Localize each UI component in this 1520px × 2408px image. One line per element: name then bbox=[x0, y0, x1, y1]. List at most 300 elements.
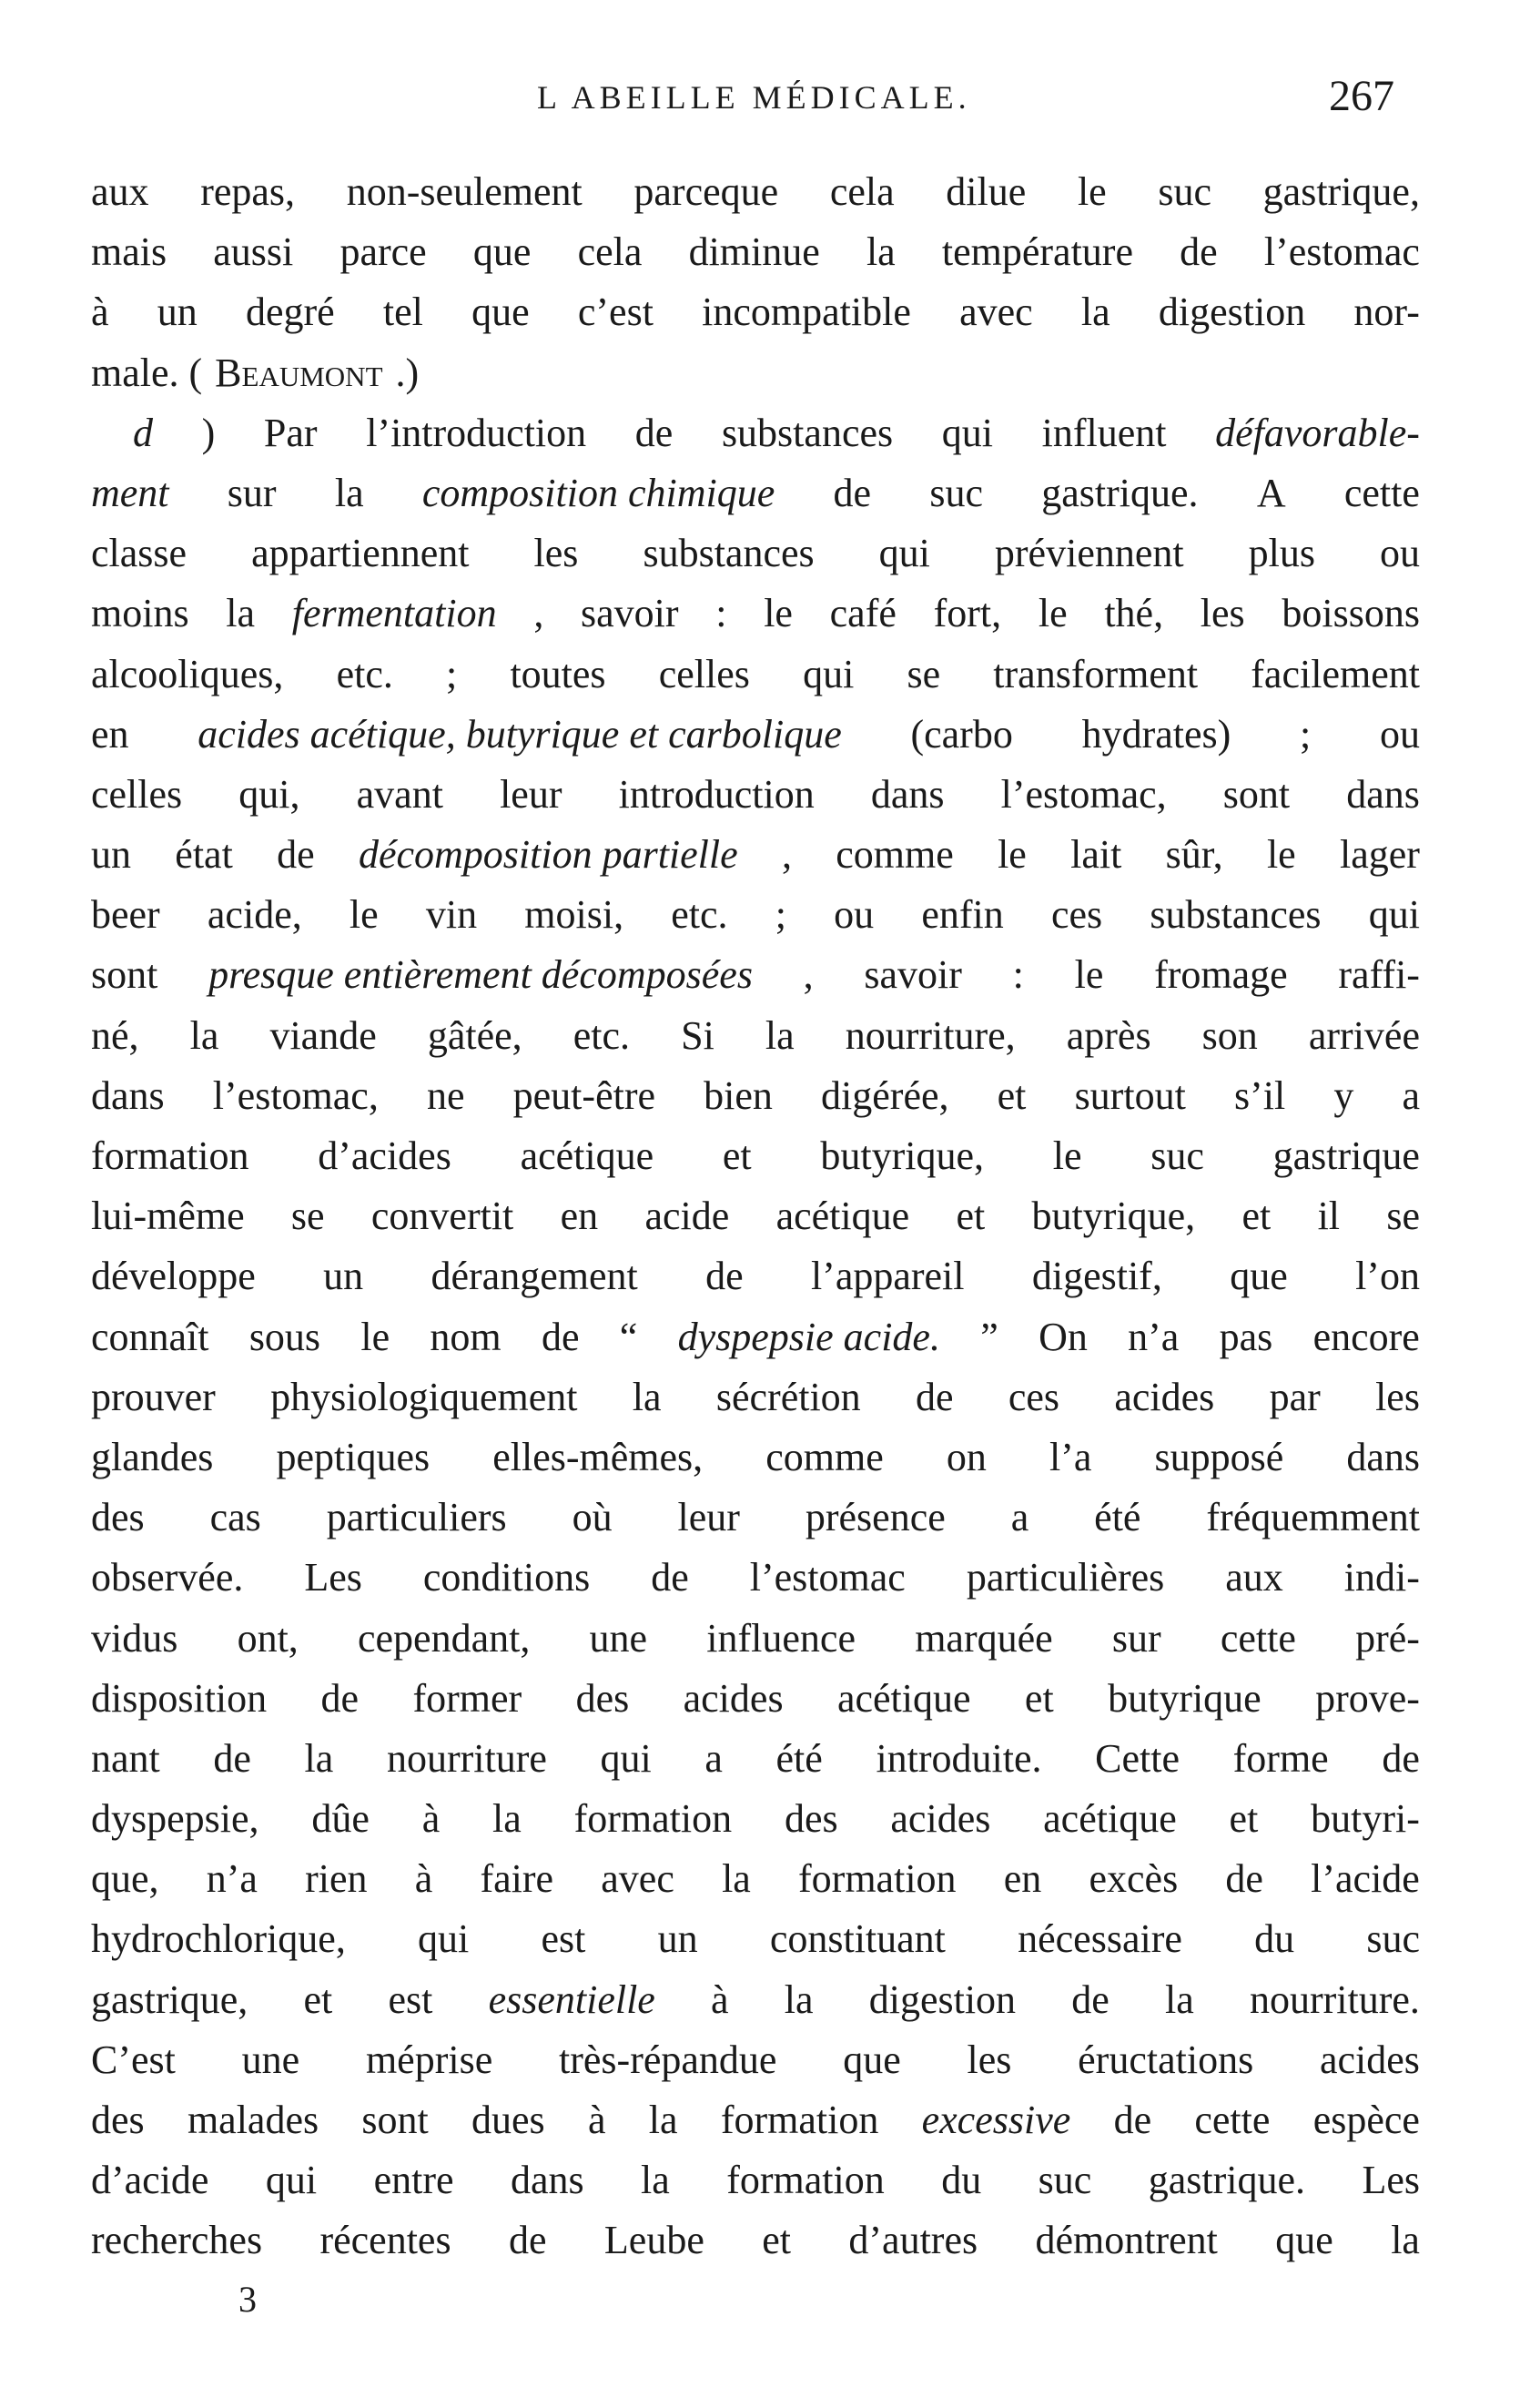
text-line bbox=[91, 1849, 1420, 1909]
text-word: celles bbox=[91, 771, 183, 817]
text-word: été bbox=[1094, 1495, 1141, 1540]
text-word: l’introduction bbox=[366, 410, 587, 455]
text-word: que, bbox=[91, 1856, 159, 1902]
text-word: malades bbox=[187, 2098, 319, 2142]
text-word: les bbox=[967, 2037, 1012, 2082]
text-word: y bbox=[1333, 1072, 1354, 1118]
text-word: le bbox=[1052, 1133, 1082, 1178]
text-word: Leube bbox=[603, 2218, 704, 2263]
text-word: etc. bbox=[336, 651, 393, 696]
text-word: et bbox=[722, 1133, 752, 1178]
italic-phrase: acides acétique, butyrique et carbolique bbox=[198, 711, 842, 757]
text-word: nécessaire bbox=[1018, 1916, 1182, 1962]
text-word: Par bbox=[263, 410, 318, 455]
text-word: à bbox=[414, 1856, 433, 1902]
text-word: n’a bbox=[206, 1856, 258, 1902]
text-word: de bbox=[320, 1675, 360, 1721]
text-word: plus bbox=[1248, 531, 1315, 576]
text-word: la bbox=[334, 470, 364, 515]
text-word: boissons bbox=[1282, 591, 1420, 636]
text-word: l’estomac bbox=[1263, 229, 1420, 275]
text-word: A bbox=[1256, 470, 1286, 515]
text-word: Les bbox=[304, 1555, 362, 1600]
text-line bbox=[91, 1669, 1420, 1729]
text-word: digestif, bbox=[1031, 1254, 1162, 1299]
text-word: s’il bbox=[1233, 1072, 1286, 1118]
text-word: : bbox=[715, 591, 727, 636]
text-word: dûe bbox=[311, 1796, 370, 1842]
text-word: gastrique. bbox=[1041, 470, 1199, 515]
text-word: sont bbox=[1222, 771, 1291, 817]
text-word: non-seulement bbox=[346, 169, 583, 214]
text-word: formation bbox=[798, 1856, 957, 1902]
text-word: la bbox=[866, 229, 896, 275]
text-word: se bbox=[1386, 1194, 1420, 1239]
text-word: développe bbox=[91, 1254, 256, 1299]
text-word: : bbox=[1012, 952, 1024, 998]
text-word: acides bbox=[890, 1796, 991, 1842]
text-word: qui bbox=[941, 410, 993, 455]
text-word: se bbox=[907, 651, 941, 696]
text-word: le bbox=[1038, 591, 1068, 636]
text-word: de bbox=[634, 410, 674, 455]
text-word: de bbox=[213, 1735, 251, 1781]
text-word: dyspepsie, bbox=[91, 1796, 259, 1842]
text-word: d’autres bbox=[848, 2218, 978, 2263]
text-word: incompatible bbox=[702, 290, 911, 335]
text-word: acétique bbox=[836, 1675, 971, 1721]
text-word: de bbox=[833, 470, 872, 515]
text-word: diminue bbox=[688, 229, 820, 275]
text-word: rien bbox=[305, 1856, 368, 1902]
text-word: lager bbox=[1340, 832, 1420, 878]
text-word: ) bbox=[201, 410, 216, 455]
text-word: butyri- bbox=[1311, 1796, 1420, 1842]
text-word: où bbox=[572, 1495, 613, 1540]
text-line bbox=[91, 1186, 1420, 1246]
text-line bbox=[91, 1006, 1420, 1066]
text-word: degré bbox=[245, 290, 335, 335]
text-word: n’a bbox=[1128, 1314, 1180, 1359]
text-word: gastrique bbox=[1272, 1133, 1420, 1178]
text-word: ; bbox=[446, 651, 458, 696]
text-word: alcooliques, bbox=[91, 651, 284, 696]
text-word: les bbox=[1200, 591, 1245, 636]
text-word: et bbox=[1024, 1675, 1054, 1721]
text-word: dérangement bbox=[431, 1254, 638, 1299]
text-word: formation bbox=[573, 1796, 733, 1842]
text-word: et bbox=[762, 2218, 791, 2263]
text-word: a bbox=[1402, 1072, 1420, 1118]
text-word: ; bbox=[1300, 711, 1312, 757]
text-word: de bbox=[1382, 1735, 1420, 1781]
text-word: les bbox=[533, 531, 579, 576]
text-line bbox=[91, 1428, 1420, 1488]
text-word: de bbox=[277, 832, 315, 878]
text-word: que bbox=[1230, 1254, 1288, 1299]
text-word: préviennent bbox=[994, 531, 1184, 576]
text-word: à bbox=[421, 1796, 441, 1842]
text-word: la bbox=[189, 1012, 219, 1058]
text-word: éructations bbox=[1078, 2037, 1254, 2082]
text-word: appartiennent bbox=[251, 531, 470, 576]
text-word: (carbo bbox=[910, 711, 1013, 757]
text-word: substances bbox=[643, 531, 815, 576]
text-word: que bbox=[472, 229, 532, 275]
text-word: la bbox=[1080, 290, 1110, 335]
text-word: se bbox=[290, 1194, 325, 1239]
text-word: influence bbox=[706, 1615, 856, 1661]
text-line bbox=[91, 584, 1420, 644]
text-word: il bbox=[1317, 1194, 1341, 1239]
text-word: son bbox=[1201, 1012, 1258, 1058]
text-word: hydrates) bbox=[1081, 711, 1231, 757]
text-line bbox=[91, 1548, 1420, 1608]
text-word: sont bbox=[361, 2098, 429, 2142]
text-word: la bbox=[648, 2098, 678, 2142]
text-word: aussi bbox=[213, 229, 294, 275]
text-word: excès bbox=[1089, 1856, 1179, 1902]
text-word: savoir bbox=[864, 952, 962, 998]
text-line bbox=[91, 2150, 1420, 2210]
text-word: acide bbox=[644, 1194, 730, 1239]
text-line bbox=[91, 463, 1420, 523]
text-word: aux bbox=[1225, 1555, 1283, 1600]
text-line bbox=[91, 1126, 1420, 1186]
text-word: fréquemment bbox=[1206, 1495, 1420, 1540]
italic-phrase: d bbox=[133, 410, 153, 455]
text-word: de bbox=[651, 1555, 689, 1600]
text-word: un bbox=[323, 1254, 364, 1299]
text-word: cette bbox=[1220, 1615, 1296, 1661]
text-word: en bbox=[1003, 1856, 1042, 1902]
text-word: les bbox=[1375, 1374, 1420, 1419]
text-word: qui bbox=[265, 2158, 318, 2203]
text-line bbox=[91, 1367, 1420, 1428]
text-run: .) bbox=[395, 350, 420, 395]
text-word: thé, bbox=[1104, 591, 1164, 636]
text-word: l’estomac, bbox=[1000, 771, 1167, 817]
text-word: ” bbox=[980, 1314, 998, 1359]
italic-phrase: essentielle bbox=[488, 1976, 655, 2022]
page-number: 267 bbox=[1329, 72, 1394, 120]
text-word: vin bbox=[425, 892, 478, 938]
text-word: espèce bbox=[1312, 2098, 1420, 2142]
italic-phrase: ment bbox=[91, 470, 169, 515]
text-line bbox=[91, 1909, 1420, 1969]
text-word: acides bbox=[1114, 1374, 1215, 1419]
text-word: né, bbox=[91, 1012, 139, 1058]
text-word: après bbox=[1066, 1012, 1151, 1058]
text-word: qui bbox=[418, 1916, 470, 1962]
text-word: ont, bbox=[237, 1615, 299, 1661]
text-word: avant bbox=[356, 771, 443, 817]
text-word: ou bbox=[1380, 531, 1420, 576]
text-word: nom bbox=[430, 1314, 502, 1359]
text-word: gastrique. bbox=[1148, 2158, 1306, 2203]
text-word: une bbox=[241, 2037, 300, 2082]
text-word: à bbox=[91, 290, 109, 335]
text-word: digérée, bbox=[821, 1072, 949, 1118]
text-line bbox=[91, 1729, 1420, 1789]
text-line bbox=[91, 403, 1420, 463]
text-word: particulières bbox=[966, 1555, 1165, 1600]
text-word: et bbox=[1241, 1194, 1272, 1239]
text-word: ou bbox=[834, 892, 875, 938]
text-word: du bbox=[1254, 1916, 1295, 1962]
text-word: nourriture. bbox=[1249, 1976, 1420, 2022]
text-run: en bbox=[91, 711, 129, 757]
text-word: que bbox=[1275, 2218, 1333, 2263]
text-word: récentes bbox=[319, 2218, 451, 2263]
text-word: prove- bbox=[1315, 1675, 1420, 1721]
text-word: enfin bbox=[921, 892, 1004, 938]
text-word: de bbox=[541, 1314, 580, 1359]
text-word: l’acide bbox=[1311, 1856, 1420, 1902]
text-word: peut-être bbox=[512, 1072, 655, 1118]
text-run: sont bbox=[91, 952, 158, 998]
text-word: etc. bbox=[671, 892, 728, 938]
text-word: on bbox=[946, 1434, 987, 1479]
text-word: forme bbox=[1232, 1735, 1329, 1781]
italic-phrase: décomposition partielle bbox=[358, 832, 738, 878]
text-word: entre bbox=[373, 2158, 454, 2203]
text-line bbox=[91, 2210, 1420, 2271]
text-word: la bbox=[784, 1976, 814, 2022]
text-word: moisi, bbox=[524, 892, 624, 938]
text-word: butyrique bbox=[1108, 1675, 1262, 1721]
text-word: facilement bbox=[1251, 651, 1420, 696]
text-word: d’acide bbox=[91, 2158, 209, 2203]
text-word: est bbox=[541, 1916, 586, 1962]
text-word: cas bbox=[209, 1495, 261, 1540]
text-word: sur bbox=[1111, 1615, 1161, 1661]
text-word: C’est bbox=[91, 2037, 176, 2082]
text-word: c’est bbox=[577, 290, 654, 335]
text-word: observée. bbox=[91, 1555, 244, 1600]
text-word: le bbox=[1077, 169, 1107, 214]
text-line bbox=[91, 523, 1420, 584]
text-word: la bbox=[1165, 1976, 1194, 2022]
text-word: former bbox=[412, 1675, 522, 1721]
text-word: viande bbox=[269, 1012, 377, 1058]
text-line bbox=[91, 1246, 1420, 1306]
text-word: suc bbox=[1366, 1916, 1420, 1962]
text-word: particuliers bbox=[326, 1495, 507, 1540]
italic-phrase: défavorable- bbox=[1215, 410, 1420, 455]
text-word: à bbox=[587, 2098, 606, 2142]
text-word: ces bbox=[1008, 1374, 1060, 1419]
text-line bbox=[91, 1609, 1420, 1669]
text-word: butyrique, bbox=[1031, 1194, 1196, 1239]
text-word: hydrochlorique, bbox=[91, 1916, 346, 1962]
text-word: nant bbox=[91, 1735, 160, 1781]
text-word: bien bbox=[704, 1072, 773, 1118]
text-word: de bbox=[1180, 229, 1218, 275]
text-word: la bbox=[304, 1735, 334, 1781]
text-word: connaît bbox=[91, 1314, 209, 1359]
text-word: qui bbox=[1368, 892, 1420, 938]
text-word: acétique bbox=[775, 1194, 910, 1239]
text-word: sûr, bbox=[1165, 832, 1223, 878]
text-word: de bbox=[1225, 1856, 1263, 1902]
text-word: le bbox=[1266, 832, 1296, 878]
text-word: de bbox=[1113, 2098, 1152, 2142]
text-word: acides bbox=[1319, 2037, 1420, 2082]
text-word: le bbox=[764, 591, 793, 636]
text-word: par bbox=[1269, 1374, 1321, 1419]
text-word: gastrique, bbox=[91, 1976, 248, 2022]
text-word: On bbox=[1039, 1314, 1088, 1359]
text-word: température bbox=[941, 229, 1133, 275]
small-caps-name: Beaumont bbox=[215, 350, 383, 395]
text-word: acétique bbox=[1043, 1796, 1177, 1842]
text-word: dans bbox=[1346, 771, 1420, 817]
text-word: gâtée, bbox=[427, 1012, 522, 1058]
italic-phrase: dyspepsie acide. bbox=[677, 1314, 940, 1359]
text-word: leur bbox=[500, 771, 562, 817]
text-line bbox=[91, 945, 1420, 1005]
text-word: physiologiquement bbox=[270, 1374, 578, 1419]
text-word: le bbox=[1074, 952, 1104, 998]
text-word: l’estomac bbox=[749, 1555, 906, 1600]
text-word: butyrique, bbox=[820, 1133, 985, 1178]
running-header bbox=[0, 71, 1520, 126]
text-word: et bbox=[956, 1194, 986, 1239]
text-word: Les bbox=[1362, 2158, 1420, 2203]
text-word: , bbox=[533, 591, 544, 636]
text-word: suc bbox=[1158, 169, 1212, 214]
text-line bbox=[91, 282, 1420, 342]
italic-phrase: composition chimique bbox=[421, 470, 775, 515]
text-run: male. ( bbox=[91, 350, 203, 395]
text-word: toutes bbox=[510, 651, 606, 696]
text-word: la bbox=[722, 1856, 751, 1902]
text-word: la bbox=[765, 1012, 795, 1058]
text-word: leur bbox=[677, 1495, 740, 1540]
text-word: repas, bbox=[200, 169, 296, 214]
text-word: parceque bbox=[633, 169, 779, 214]
text-word: cependant, bbox=[358, 1615, 531, 1661]
text-line bbox=[91, 765, 1420, 825]
text-word: peptiques bbox=[276, 1434, 431, 1479]
text-word: encore bbox=[1312, 1314, 1420, 1359]
text-word: substances bbox=[721, 410, 894, 455]
text-word: prouver bbox=[91, 1374, 216, 1419]
text-word: des bbox=[575, 1675, 630, 1721]
text-word: glandes bbox=[91, 1434, 214, 1479]
text-word: etc. bbox=[573, 1012, 631, 1058]
text-word: l’appareil bbox=[810, 1254, 965, 1299]
text-line bbox=[91, 1307, 1420, 1367]
text-word: aux bbox=[91, 169, 149, 214]
text-word: sous bbox=[248, 1314, 321, 1359]
text-line bbox=[91, 343, 1420, 403]
text-word: état bbox=[175, 832, 233, 878]
text-word: a bbox=[1010, 1495, 1029, 1540]
text-word: marquée bbox=[915, 1615, 1053, 1661]
text-word: substances bbox=[1150, 892, 1322, 938]
text-line bbox=[91, 1488, 1420, 1548]
text-word: dues bbox=[471, 2098, 545, 2142]
text-word: indi- bbox=[1343, 1555, 1420, 1600]
text-line bbox=[91, 162, 1420, 222]
text-word: des bbox=[784, 1796, 838, 1842]
text-word: cela bbox=[577, 229, 643, 275]
text-word: fromage bbox=[1154, 952, 1288, 998]
text-word: et bbox=[1229, 1796, 1259, 1842]
text-word: , bbox=[781, 832, 792, 878]
text-word: de bbox=[508, 2218, 547, 2263]
text-word: moins bbox=[91, 591, 189, 636]
text-word: suc bbox=[929, 470, 983, 515]
text-line bbox=[91, 2030, 1420, 2090]
text-word: présence bbox=[805, 1495, 946, 1540]
text-word: le bbox=[360, 1314, 390, 1359]
text-word: influent bbox=[1041, 410, 1167, 455]
text-word: démontrent bbox=[1035, 2218, 1218, 2263]
text-word: en bbox=[560, 1194, 599, 1239]
text-word: lait bbox=[1070, 832, 1122, 878]
text-word: un bbox=[157, 290, 198, 335]
text-line bbox=[91, 1066, 1420, 1126]
text-word: dans bbox=[1346, 1434, 1420, 1479]
text-word: du bbox=[941, 2158, 982, 2203]
text-word: classe bbox=[91, 531, 187, 576]
text-word: elles-mêmes, bbox=[492, 1434, 704, 1479]
text-word: pré- bbox=[1355, 1615, 1420, 1661]
text-line bbox=[91, 885, 1420, 945]
text-word: que bbox=[843, 2037, 901, 2082]
text-line bbox=[91, 2090, 1420, 2150]
running-title: L ABEILLE MÉDICALE. bbox=[537, 79, 971, 116]
text-word: dans bbox=[510, 2158, 584, 2203]
text-word: beer bbox=[91, 892, 160, 938]
text-word: faire bbox=[480, 1856, 554, 1902]
text-word: ces bbox=[1050, 892, 1103, 938]
text-word: constituant bbox=[769, 1916, 946, 1962]
text-word: surtout bbox=[1074, 1072, 1186, 1118]
text-word: avec bbox=[601, 1856, 674, 1902]
text-word: qui bbox=[600, 1735, 652, 1781]
text-word: suc bbox=[1038, 2158, 1092, 2203]
text-word: disposition bbox=[91, 1675, 268, 1721]
text-word: acétique bbox=[520, 1133, 654, 1178]
text-word: comme bbox=[765, 1434, 884, 1479]
text-word: l’on bbox=[1355, 1254, 1420, 1299]
text-word: a bbox=[704, 1735, 723, 1781]
text-word: été bbox=[775, 1735, 823, 1781]
text-word: digestion bbox=[868, 1976, 1017, 2022]
text-word: nourriture bbox=[386, 1735, 547, 1781]
text-word: conditions bbox=[422, 1555, 591, 1600]
text-word: “ bbox=[619, 1314, 638, 1359]
text-word: des bbox=[91, 2098, 145, 2142]
text-line bbox=[91, 1789, 1420, 1849]
text-word: transforment bbox=[993, 651, 1199, 696]
text-word: méprise bbox=[365, 2037, 493, 2082]
text-word: dans bbox=[870, 771, 945, 817]
text-word: Cette bbox=[1095, 1735, 1181, 1781]
text-word: savoir bbox=[581, 591, 679, 636]
text-word: ; bbox=[775, 892, 786, 938]
text-word: ou bbox=[1380, 711, 1420, 757]
text-word: tel bbox=[382, 290, 423, 335]
text-word: raffi- bbox=[1338, 952, 1420, 998]
text-word: très-répandue bbox=[559, 2037, 777, 2082]
text-word: , bbox=[803, 952, 814, 998]
text-word: le bbox=[998, 832, 1027, 878]
